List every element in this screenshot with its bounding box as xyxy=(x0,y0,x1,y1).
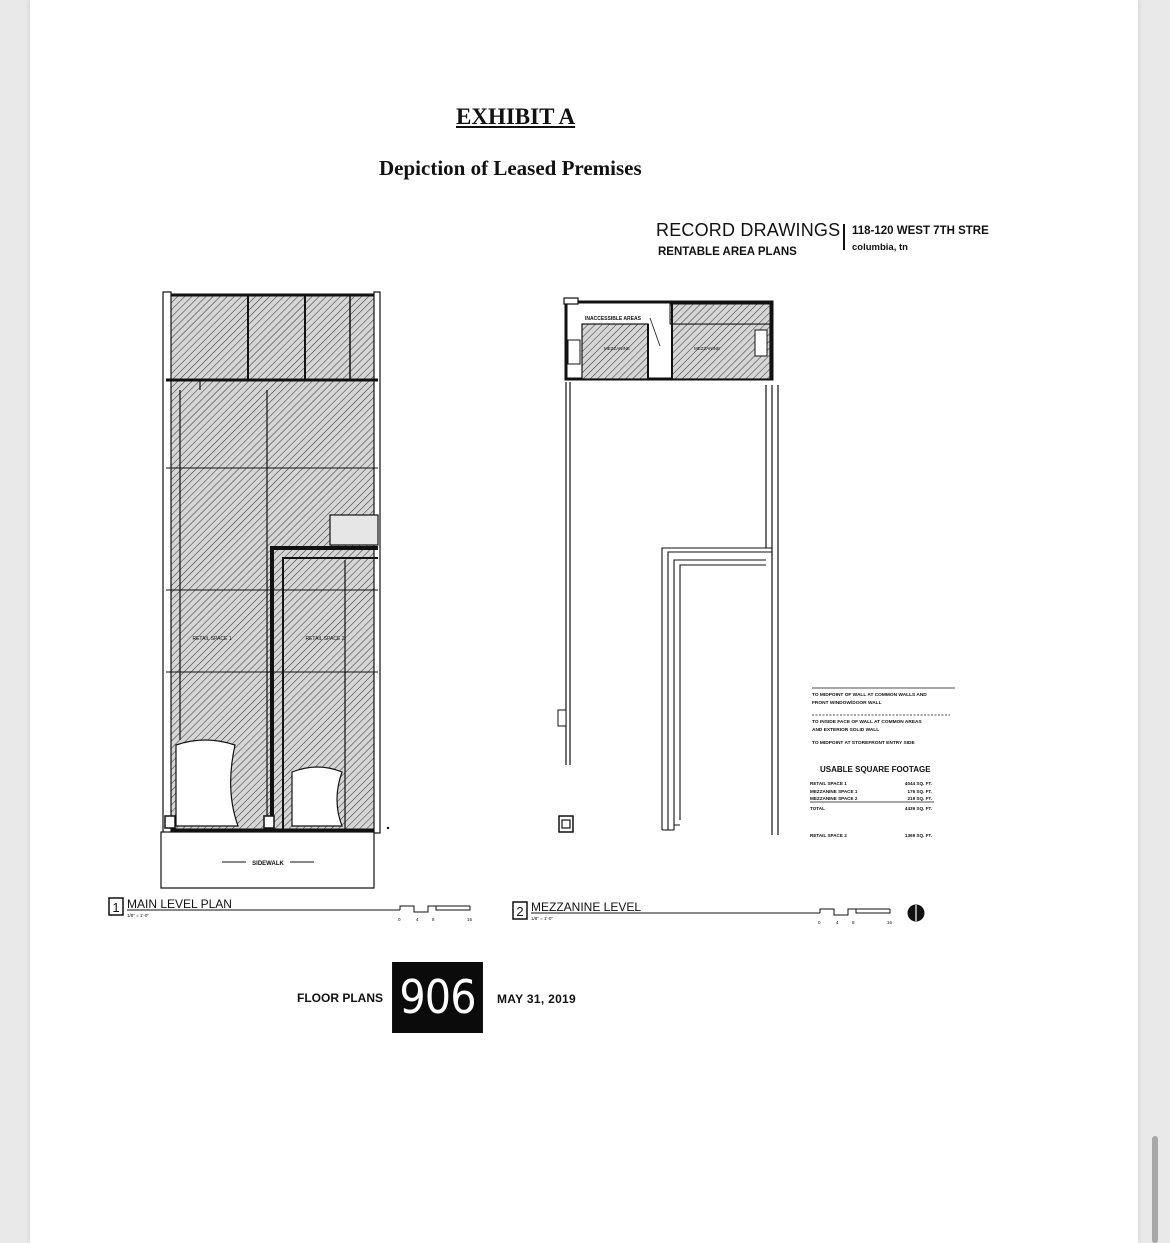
mezzanine-level-plan xyxy=(558,298,778,835)
rentable-area-subheading: RENTABLE AREA PLANS xyxy=(658,246,797,258)
legend-line-2a: TO INSIDE FACE OF WALL AT COMMON AREAS xyxy=(812,720,922,725)
usable-total-label: TOTAL xyxy=(810,806,825,811)
retail-space-1-label: RETAIL SPACE 1 xyxy=(192,636,232,642)
inaccessible-areas-label: INACCESSIBLE AREAS xyxy=(585,316,641,322)
floor-plans-label: FLOOR PLANS xyxy=(297,991,383,1005)
title-divider xyxy=(843,224,845,250)
record-drawings-heading: RECORD DRAWINGS xyxy=(656,220,841,240)
mezzanine-label-2: MEZZANINE xyxy=(693,346,721,351)
scrollbar[interactable] xyxy=(1152,1136,1158,1243)
mezz-scale-tick-16: 16 xyxy=(887,920,893,925)
mezz-plan-number: 2 xyxy=(516,904,524,919)
mezz-scale-tick-8: 8 xyxy=(852,920,855,925)
area-legend xyxy=(812,688,955,746)
usable-square-footage-table xyxy=(810,765,934,838)
retail-space-2-sf-label: RETAIL SPACE 2 xyxy=(810,833,847,838)
906-logo: 906 xyxy=(392,962,483,1033)
usable-row-1-value: 4044 SQ. FT. xyxy=(904,781,932,786)
mezz-plan-scale: 1/8" = 1'-0" xyxy=(531,916,553,921)
mezzanine-caption xyxy=(513,900,947,940)
exhibit-title: EXHIBIT A xyxy=(456,104,576,129)
main-scale-tick-8: 8 xyxy=(432,917,435,922)
main-plan-title: MAIN LEVEL PLAN xyxy=(127,897,232,911)
main-scale-tick-16: 16 xyxy=(467,917,473,922)
drawing-date: MAY 31, 2019 xyxy=(497,992,576,1006)
legend-line-2b: AND EXTERIOR SOLID WALL xyxy=(812,728,880,733)
usable-total-value: 4439 SQ. FT. xyxy=(904,806,932,811)
main-plan-scale: 1/8" = 1'-0" xyxy=(127,913,149,918)
usable-row-3-label: MEZZANINE SPACE 2 xyxy=(810,796,858,801)
exhibit-subtitle: Depiction of Leased Premises xyxy=(379,156,642,180)
retail-space-2-sf-value: 1369 SQ. FT. xyxy=(904,833,932,838)
project-city: columbia, tn xyxy=(852,242,908,253)
legend-line-3: TO MIDPOINT AT STOREFRONT ENTRY SIDE xyxy=(812,741,915,746)
retail-space-2-label: RETAIL SPACE 2 xyxy=(305,636,345,642)
legend-line-1b: FRONT WINDOW/DOOR WALL xyxy=(812,701,882,706)
usable-row-2-label: MEZZANINE SPACE 1 xyxy=(810,789,858,794)
main-level-caption xyxy=(109,897,473,922)
usable-row-3-value: 219 SQ. FT. xyxy=(907,796,932,801)
usable-row-2-value: 176 SQ. FT. xyxy=(907,789,932,794)
main-scale-tick-0: 0 xyxy=(398,917,401,922)
floor-plans-drawing xyxy=(100,280,1000,940)
project-address: 118-120 WEST 7TH STRE xyxy=(852,225,989,237)
usable-row-1-label: RETAIL SPACE 1 xyxy=(810,781,847,786)
sidewalk-label: SIDEWALK xyxy=(252,861,284,867)
main-scale-tick-4: 4 xyxy=(416,917,419,922)
mezzanine-label-1: MEZZANINE xyxy=(603,346,631,351)
legend-line-1a: TO MIDPOINT OF WALL AT COMMON WALLS AND xyxy=(812,693,927,698)
main-level-plan xyxy=(161,292,389,888)
usable-sf-title: USABLE SQUARE FOOTAGE xyxy=(820,765,931,774)
mezz-scale-tick-0: 0 xyxy=(818,920,821,925)
mezz-scale-tick-4: 4 xyxy=(836,920,839,925)
mezz-plan-title: MEZZANINE LEVEL xyxy=(531,900,642,914)
main-plan-number: 1 xyxy=(112,900,120,915)
